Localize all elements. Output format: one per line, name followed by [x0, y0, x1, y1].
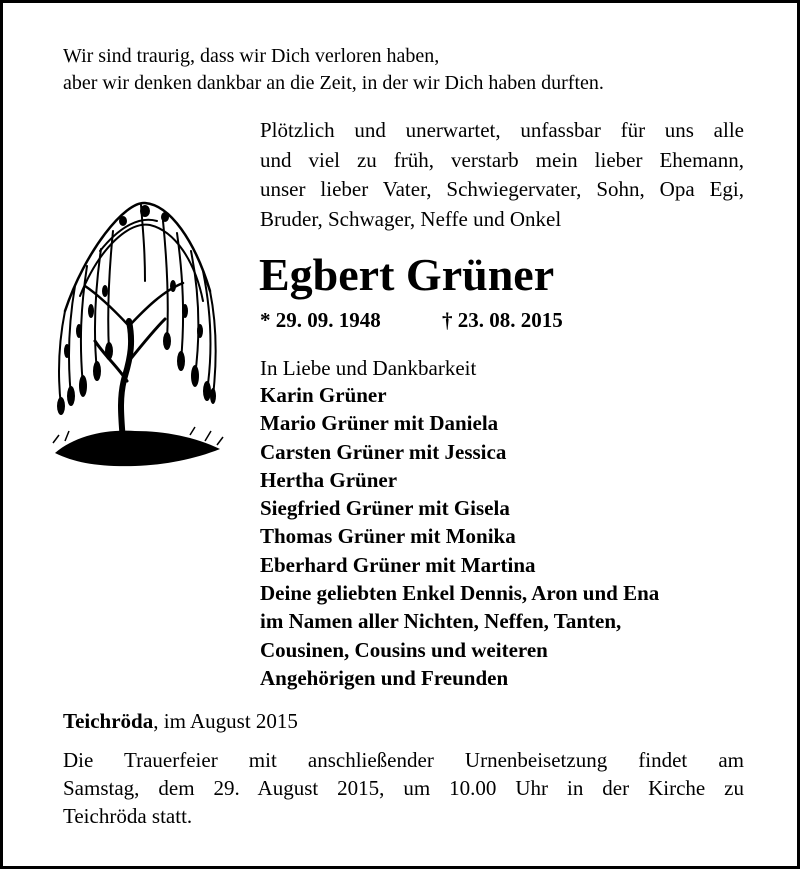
list-item: Angehörigen und Freunden: [260, 665, 509, 690]
service-text: [63, 746, 744, 830]
birth-date: * 29. 09. 1948: [260, 308, 381, 332]
intro-text: [63, 43, 604, 97]
list-item: Karin Grüner: [260, 383, 387, 407]
list-item: Siegfried Grüner mit Gisela: [260, 496, 510, 521]
mourners-list: [260, 381, 659, 692]
service-line: Die Trauerfeier mit anschließender Urnenbeisetzung findet am: [63, 748, 744, 772]
town-name: Teichröda: [63, 709, 154, 733]
intro-line: Wir sind traurig, dass wir Dich verloren haben,: [63, 45, 440, 67]
list-item: Deine geliebten Enkel Dennis, Aron und Ena: [260, 581, 660, 606]
deceased-name: Egbert Grüner: [259, 249, 555, 300]
list-item: Carsten Grüner mit Jessica: [260, 439, 507, 464]
tribute-line: unser lieber Vater, Schwiegervater, Sohn, Opa Egi,: [260, 177, 744, 201]
notice-date: , im August 2015: [153, 709, 298, 733]
list-item: Cousinen, Cousins und weiteren: [260, 637, 548, 662]
list-item: im Namen aller Nichten, Neffen, Tanten,: [260, 609, 622, 634]
list-item: Hertha Grüner: [260, 467, 398, 492]
tribute-line: Bruder, Schwager, Neffe und Onkel: [260, 206, 562, 231]
service-line: Teichröda statt.: [63, 804, 193, 828]
tribute-line: Plötzlich und unerwartet, unfassbar für uns alle: [260, 118, 744, 142]
intro-line: aber wir denken dankbar an die Zeit, in der wir Dich haben durften.: [63, 72, 604, 94]
list-item: Mario Grüner mit Daniela: [260, 411, 499, 436]
list-item: Eberhard Grüner mit Martina: [260, 552, 536, 577]
mourners-intro: In Liebe und Dankbarkeit: [260, 356, 477, 380]
place-date: [63, 707, 298, 735]
tribute-line: und viel zu früh, verstarb mein lieber Ehemann,: [260, 147, 744, 172]
death-date: † 23. 08. 2015: [442, 308, 563, 332]
list-item: Thomas Grüner mit Monika: [260, 524, 516, 549]
service-line: Samstag, dem 29. August 2015, um 10.00 Uhr in der Kirche zu: [63, 776, 744, 800]
weeping-willow-icon: [45, 191, 225, 491]
tribute-text: [260, 116, 744, 234]
